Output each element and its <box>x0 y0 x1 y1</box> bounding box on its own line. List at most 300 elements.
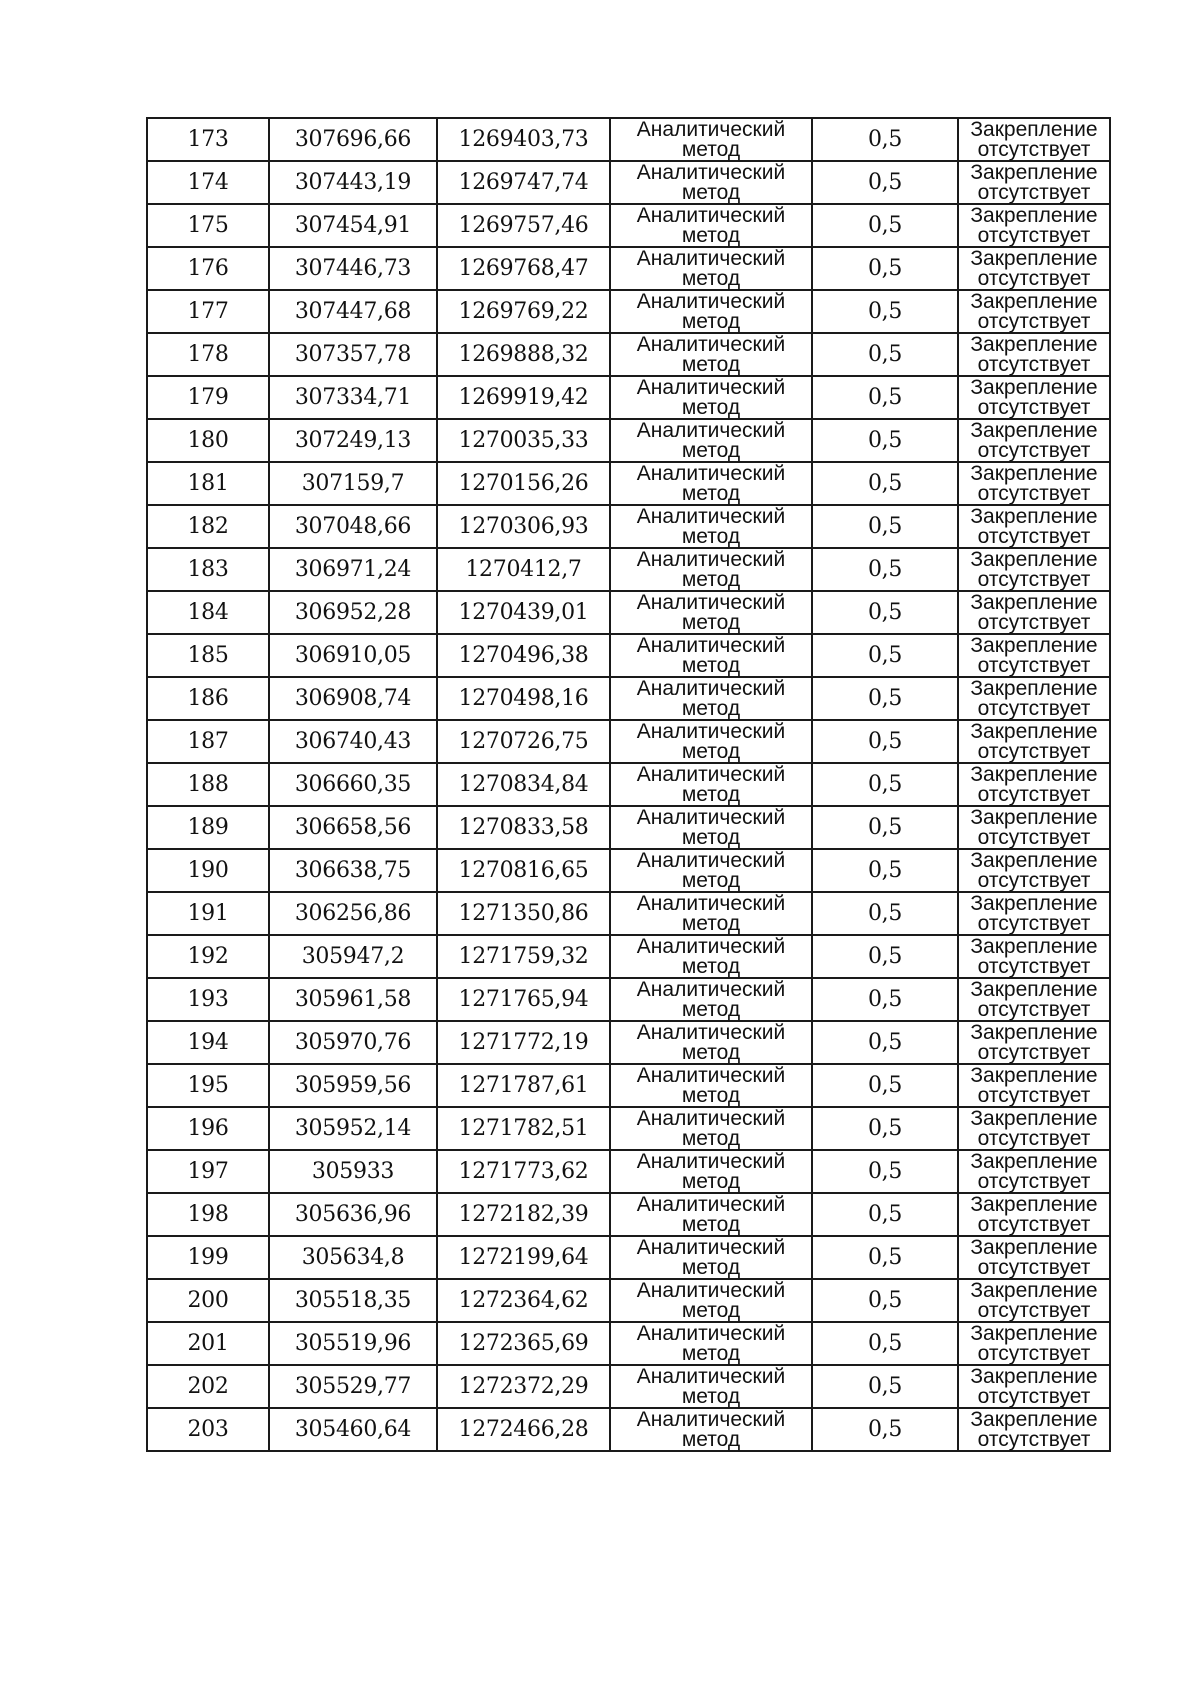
point-number-cell: 178 <box>147 333 269 376</box>
fixing-line-2: отсутствует <box>977 739 1091 763</box>
table-row <box>147 247 1110 290</box>
point-number-cell: 181 <box>147 462 269 505</box>
fixing-line-1: Закрепление <box>970 1063 1098 1087</box>
method-cell <box>610 849 812 892</box>
table-row <box>147 1365 1110 1408</box>
method-line-2: метод <box>681 911 741 935</box>
table-row <box>147 118 1110 161</box>
method-cell <box>610 677 812 720</box>
y-coordinate-cell: 1269403,73 <box>437 118 610 161</box>
point-number-cell: 189 <box>147 806 269 849</box>
point-number-cell: 176 <box>147 247 269 290</box>
point-number-cell: 180 <box>147 419 269 462</box>
point-number-cell: 191 <box>147 892 269 935</box>
method-line-2: метод <box>681 1341 741 1365</box>
fixing-cell <box>958 161 1110 204</box>
fixing-line-2: отсутствует <box>977 481 1091 505</box>
x-coordinate-cell: 306658,56 <box>269 806 437 849</box>
method-line-1: Аналитический <box>636 719 786 743</box>
fixing-cell <box>958 591 1110 634</box>
point-number-cell: 173 <box>147 118 269 161</box>
fixing-line-1: Закрепление <box>970 332 1098 356</box>
method-cell <box>610 505 812 548</box>
method-line-1: Аналитический <box>636 762 786 786</box>
table-row <box>147 849 1110 892</box>
fixing-line-1: Закрепление <box>970 1235 1098 1259</box>
method-line-1: Аналитический <box>636 246 786 270</box>
point-number-cell: 183 <box>147 548 269 591</box>
method-line-2: метод <box>681 1427 741 1451</box>
x-coordinate-cell: 307443,19 <box>269 161 437 204</box>
method-cell <box>610 1322 812 1365</box>
accuracy-cell: 0,5 <box>812 677 958 720</box>
table-row <box>147 634 1110 677</box>
accuracy-cell: 0,5 <box>812 1150 958 1193</box>
point-number-cell: 179 <box>147 376 269 419</box>
y-coordinate-cell: 1271350,86 <box>437 892 610 935</box>
point-number-cell: 203 <box>147 1408 269 1451</box>
point-number-cell: 202 <box>147 1365 269 1408</box>
table-row <box>147 1408 1110 1451</box>
method-line-1: Аналитический <box>636 1020 786 1044</box>
point-number-cell: 190 <box>147 849 269 892</box>
y-coordinate-cell: 1270412,7 <box>437 548 610 591</box>
method-line-1: Аналитический <box>636 461 786 485</box>
fixing-line-1: Закрепление <box>970 590 1098 614</box>
fixing-line-1: Закрепление <box>970 1106 1098 1130</box>
y-coordinate-cell: 1271772,19 <box>437 1021 610 1064</box>
x-coordinate-cell: 305460,64 <box>269 1408 437 1451</box>
method-cell <box>610 634 812 677</box>
table-row <box>147 763 1110 806</box>
table-row <box>147 419 1110 462</box>
fixing-cell <box>958 548 1110 591</box>
fixing-cell <box>958 204 1110 247</box>
x-coordinate-cell: 306910,05 <box>269 634 437 677</box>
method-line-1: Аналитический <box>636 160 786 184</box>
x-coordinate-cell: 307446,73 <box>269 247 437 290</box>
y-coordinate-cell: 1271787,61 <box>437 1064 610 1107</box>
method-cell <box>610 1408 812 1451</box>
fixing-line-1: Закрепление <box>970 1364 1098 1388</box>
method-line-1: Аналитический <box>636 934 786 958</box>
y-coordinate-cell: 1269757,46 <box>437 204 610 247</box>
y-coordinate-cell: 1270156,26 <box>437 462 610 505</box>
x-coordinate-cell: 307159,7 <box>269 462 437 505</box>
point-number-cell: 184 <box>147 591 269 634</box>
table-row <box>147 935 1110 978</box>
fixing-line-2: отсутствует <box>977 954 1091 978</box>
fixing-line-2: отсутствует <box>977 223 1091 247</box>
fixing-cell <box>958 505 1110 548</box>
method-line-2: метод <box>681 481 741 505</box>
method-cell <box>610 892 812 935</box>
fixing-line-2: отсутствует <box>977 997 1091 1021</box>
fixing-line-2: отсутствует <box>977 1040 1091 1064</box>
x-coordinate-cell: 305636,96 <box>269 1193 437 1236</box>
table-row <box>147 1021 1110 1064</box>
y-coordinate-cell: 1272466,28 <box>437 1408 610 1451</box>
x-coordinate-cell: 305952,14 <box>269 1107 437 1150</box>
method-line-2: метод <box>681 1126 741 1150</box>
method-line-1: Аналитический <box>636 332 786 356</box>
x-coordinate-cell: 305634,8 <box>269 1236 437 1279</box>
method-line-2: метод <box>681 696 741 720</box>
x-coordinate-cell: 305518,35 <box>269 1279 437 1322</box>
accuracy-cell: 0,5 <box>812 462 958 505</box>
fixing-line-2: отсутствует <box>977 1298 1091 1322</box>
method-line-1: Аналитический <box>636 1364 786 1388</box>
fixing-cell <box>958 1408 1110 1451</box>
method-cell <box>610 1064 812 1107</box>
x-coordinate-cell: 307447,68 <box>269 290 437 333</box>
method-line-2: метод <box>681 524 741 548</box>
fixing-line-1: Закрепление <box>970 1020 1098 1044</box>
fixing-cell <box>958 290 1110 333</box>
coordinates-table-body <box>147 118 1110 1451</box>
fixing-line-2: отсутствует <box>977 438 1091 462</box>
table-row <box>147 892 1110 935</box>
fixing-line-2: отсутствует <box>977 868 1091 892</box>
fixing-line-2: отсутствует <box>977 395 1091 419</box>
fixing-cell <box>958 634 1110 677</box>
accuracy-cell: 0,5 <box>812 1408 958 1451</box>
accuracy-cell: 0,5 <box>812 634 958 677</box>
method-line-1: Аналитический <box>636 117 786 141</box>
fixing-line-1: Закрепление <box>970 203 1098 227</box>
method-line-2: метод <box>681 610 741 634</box>
method-cell <box>610 978 812 1021</box>
fixing-line-2: отсутствует <box>977 1341 1091 1365</box>
x-coordinate-cell: 307334,71 <box>269 376 437 419</box>
table-row <box>147 1064 1110 1107</box>
x-coordinate-cell: 307357,78 <box>269 333 437 376</box>
x-coordinate-cell: 305970,76 <box>269 1021 437 1064</box>
x-coordinate-cell: 305947,2 <box>269 935 437 978</box>
fixing-line-1: Закрепление <box>970 676 1098 700</box>
fixing-line-2: отсутствует <box>977 1255 1091 1279</box>
fixing-line-1: Закрепление <box>970 117 1098 141</box>
table-row <box>147 978 1110 1021</box>
fixing-line-1: Закрепление <box>970 1278 1098 1302</box>
fixing-cell <box>958 1064 1110 1107</box>
accuracy-cell: 0,5 <box>812 548 958 591</box>
point-number-cell: 199 <box>147 1236 269 1279</box>
fixing-line-1: Закрепление <box>970 1149 1098 1173</box>
method-line-1: Аналитический <box>636 633 786 657</box>
point-number-cell: 182 <box>147 505 269 548</box>
method-line-2: метод <box>681 1040 741 1064</box>
fixing-cell <box>958 978 1110 1021</box>
table-row <box>147 161 1110 204</box>
fixing-line-2: отсутствует <box>977 653 1091 677</box>
accuracy-cell: 0,5 <box>812 204 958 247</box>
method-line-1: Аналитический <box>636 590 786 614</box>
accuracy-cell: 0,5 <box>812 978 958 1021</box>
table-row <box>147 591 1110 634</box>
fixing-cell <box>958 1107 1110 1150</box>
method-cell <box>610 247 812 290</box>
point-number-cell: 200 <box>147 1279 269 1322</box>
accuracy-cell: 0,5 <box>812 1021 958 1064</box>
method-line-2: метод <box>681 653 741 677</box>
method-line-1: Аналитический <box>636 1407 786 1431</box>
fixing-cell <box>958 1236 1110 1279</box>
method-line-2: метод <box>681 997 741 1021</box>
method-cell <box>610 462 812 505</box>
fixing-cell <box>958 1365 1110 1408</box>
point-number-cell: 198 <box>147 1193 269 1236</box>
fixing-cell <box>958 1193 1110 1236</box>
table-row <box>147 462 1110 505</box>
y-coordinate-cell: 1272372,29 <box>437 1365 610 1408</box>
method-line-1: Аналитический <box>636 504 786 528</box>
fixing-cell <box>958 806 1110 849</box>
method-line-2: метод <box>681 137 741 161</box>
accuracy-cell: 0,5 <box>812 1107 958 1150</box>
point-number-cell: 197 <box>147 1150 269 1193</box>
method-line-1: Аналитический <box>636 1321 786 1345</box>
x-coordinate-cell: 305961,58 <box>269 978 437 1021</box>
fixing-cell <box>958 763 1110 806</box>
y-coordinate-cell: 1272199,64 <box>437 1236 610 1279</box>
method-line-1: Аналитический <box>636 676 786 700</box>
accuracy-cell: 0,5 <box>812 935 958 978</box>
accuracy-cell: 0,5 <box>812 419 958 462</box>
fixing-line-2: отсутствует <box>977 825 1091 849</box>
method-line-1: Аналитический <box>636 848 786 872</box>
fixing-cell <box>958 677 1110 720</box>
method-line-1: Аналитический <box>636 1278 786 1302</box>
x-coordinate-cell: 306908,74 <box>269 677 437 720</box>
point-number-cell: 175 <box>147 204 269 247</box>
accuracy-cell: 0,5 <box>812 591 958 634</box>
fixing-line-2: отсутствует <box>977 1427 1091 1451</box>
point-number-cell: 193 <box>147 978 269 1021</box>
x-coordinate-cell: 306660,35 <box>269 763 437 806</box>
method-line-2: метод <box>681 180 741 204</box>
fixing-line-1: Закрепление <box>970 375 1098 399</box>
method-line-2: метод <box>681 567 741 591</box>
method-cell <box>610 720 812 763</box>
fixing-line-2: отсутствует <box>977 696 1091 720</box>
table-row <box>147 1193 1110 1236</box>
table-row <box>147 1107 1110 1150</box>
method-line-2: метод <box>681 1212 741 1236</box>
table-row <box>147 677 1110 720</box>
fixing-line-2: отсутствует <box>977 309 1091 333</box>
method-line-1: Аналитический <box>636 1235 786 1259</box>
x-coordinate-cell: 305519,96 <box>269 1322 437 1365</box>
method-cell <box>610 419 812 462</box>
y-coordinate-cell: 1270833,58 <box>437 806 610 849</box>
method-line-1: Аналитический <box>636 203 786 227</box>
table-row <box>147 1322 1110 1365</box>
point-number-cell: 195 <box>147 1064 269 1107</box>
fixing-line-2: отсутствует <box>977 782 1091 806</box>
x-coordinate-cell: 305529,77 <box>269 1365 437 1408</box>
accuracy-cell: 0,5 <box>812 849 958 892</box>
y-coordinate-cell: 1270816,65 <box>437 849 610 892</box>
x-coordinate-cell: 306952,28 <box>269 591 437 634</box>
method-line-2: метод <box>681 782 741 806</box>
y-coordinate-cell: 1269768,47 <box>437 247 610 290</box>
method-line-1: Аналитический <box>636 891 786 915</box>
fixing-line-2: отсутствует <box>977 1384 1091 1408</box>
method-line-2: метод <box>681 1255 741 1279</box>
method-cell <box>610 1021 812 1064</box>
y-coordinate-cell: 1271765,94 <box>437 978 610 1021</box>
accuracy-cell: 0,5 <box>812 247 958 290</box>
accuracy-cell: 0,5 <box>812 376 958 419</box>
table-row <box>147 720 1110 763</box>
y-coordinate-cell: 1270035,33 <box>437 419 610 462</box>
method-line-2: метод <box>681 223 741 247</box>
method-line-2: метод <box>681 825 741 849</box>
fixing-line-1: Закрепление <box>970 848 1098 872</box>
method-cell <box>610 333 812 376</box>
method-cell <box>610 548 812 591</box>
fixing-line-2: отсутствует <box>977 1212 1091 1236</box>
y-coordinate-cell: 1270306,93 <box>437 505 610 548</box>
method-line-2: метод <box>681 954 741 978</box>
fixing-line-2: отсутствует <box>977 1169 1091 1193</box>
fixing-line-2: отсутствует <box>977 137 1091 161</box>
method-line-2: метод <box>681 1298 741 1322</box>
method-cell <box>610 118 812 161</box>
y-coordinate-cell: 1269747,74 <box>437 161 610 204</box>
fixing-line-2: отсутствует <box>977 180 1091 204</box>
fixing-cell <box>958 849 1110 892</box>
y-coordinate-cell: 1270498,16 <box>437 677 610 720</box>
fixing-line-2: отсутствует <box>977 524 1091 548</box>
x-coordinate-cell: 307048,66 <box>269 505 437 548</box>
method-cell <box>610 1236 812 1279</box>
method-line-2: метод <box>681 868 741 892</box>
point-number-cell: 192 <box>147 935 269 978</box>
fixing-cell <box>958 376 1110 419</box>
accuracy-cell: 0,5 <box>812 1279 958 1322</box>
accuracy-cell: 0,5 <box>812 333 958 376</box>
fixing-line-1: Закрепление <box>970 160 1098 184</box>
point-number-cell: 185 <box>147 634 269 677</box>
table-row <box>147 204 1110 247</box>
fixing-line-1: Закрепление <box>970 934 1098 958</box>
y-coordinate-cell: 1270834,84 <box>437 763 610 806</box>
point-number-cell: 194 <box>147 1021 269 1064</box>
fixing-cell <box>958 935 1110 978</box>
fixing-line-1: Закрепление <box>970 977 1098 1001</box>
method-cell <box>610 763 812 806</box>
method-line-2: метод <box>681 1169 741 1193</box>
fixing-line-1: Закрепление <box>970 633 1098 657</box>
method-line-1: Аналитический <box>636 1192 786 1216</box>
y-coordinate-cell: 1270496,38 <box>437 634 610 677</box>
method-line-1: Аналитический <box>636 375 786 399</box>
accuracy-cell: 0,5 <box>812 1064 958 1107</box>
y-coordinate-cell: 1272365,69 <box>437 1322 610 1365</box>
y-coordinate-cell: 1270439,01 <box>437 591 610 634</box>
y-coordinate-cell: 1269769,22 <box>437 290 610 333</box>
x-coordinate-cell: 305933 <box>269 1150 437 1193</box>
table-row <box>147 1236 1110 1279</box>
accuracy-cell: 0,5 <box>812 161 958 204</box>
method-line-2: метод <box>681 352 741 376</box>
coordinates-table <box>146 117 1111 1452</box>
accuracy-cell: 0,5 <box>812 1322 958 1365</box>
method-cell <box>610 1365 812 1408</box>
y-coordinate-cell: 1272182,39 <box>437 1193 610 1236</box>
method-cell <box>610 1193 812 1236</box>
method-cell <box>610 1107 812 1150</box>
method-line-1: Аналитический <box>636 805 786 829</box>
fixing-cell <box>958 1279 1110 1322</box>
point-number-cell: 196 <box>147 1107 269 1150</box>
method-line-1: Аналитический <box>636 1106 786 1130</box>
table-row <box>147 290 1110 333</box>
fixing-line-2: отсутствует <box>977 1126 1091 1150</box>
method-line-2: метод <box>681 1384 741 1408</box>
table-row <box>147 1279 1110 1322</box>
accuracy-cell: 0,5 <box>812 806 958 849</box>
method-line-1: Аналитический <box>636 1149 786 1173</box>
method-cell <box>610 204 812 247</box>
x-coordinate-cell: 306256,86 <box>269 892 437 935</box>
fixing-line-2: отсутствует <box>977 911 1091 935</box>
fixing-cell <box>958 247 1110 290</box>
y-coordinate-cell: 1271773,62 <box>437 1150 610 1193</box>
fixing-cell <box>958 892 1110 935</box>
y-coordinate-cell: 1270726,75 <box>437 720 610 763</box>
accuracy-cell: 0,5 <box>812 1236 958 1279</box>
point-number-cell: 186 <box>147 677 269 720</box>
table-row <box>147 376 1110 419</box>
method-cell <box>610 591 812 634</box>
x-coordinate-cell: 306638,75 <box>269 849 437 892</box>
method-cell <box>610 806 812 849</box>
method-cell <box>610 1279 812 1322</box>
x-coordinate-cell: 305959,56 <box>269 1064 437 1107</box>
point-number-cell: 177 <box>147 290 269 333</box>
y-coordinate-cell: 1271782,51 <box>437 1107 610 1150</box>
table-row <box>147 1150 1110 1193</box>
method-line-1: Аналитический <box>636 1063 786 1087</box>
method-line-1: Аналитический <box>636 289 786 313</box>
method-cell <box>610 290 812 333</box>
accuracy-cell: 0,5 <box>812 1193 958 1236</box>
method-cell <box>610 935 812 978</box>
method-line-2: метод <box>681 438 741 462</box>
point-number-cell: 201 <box>147 1322 269 1365</box>
method-line-2: метод <box>681 1083 741 1107</box>
table-row <box>147 806 1110 849</box>
y-coordinate-cell: 1271759,32 <box>437 935 610 978</box>
fixing-line-1: Закрепление <box>970 1192 1098 1216</box>
fixing-cell <box>958 1021 1110 1064</box>
accuracy-cell: 0,5 <box>812 763 958 806</box>
method-line-2: метод <box>681 266 741 290</box>
fixing-cell <box>958 419 1110 462</box>
fixing-cell <box>958 333 1110 376</box>
x-coordinate-cell: 307696,66 <box>269 118 437 161</box>
method-line-1: Аналитический <box>636 418 786 442</box>
fixing-cell <box>958 462 1110 505</box>
fixing-line-1: Закрепление <box>970 805 1098 829</box>
x-coordinate-cell: 307454,91 <box>269 204 437 247</box>
fixing-cell <box>958 1322 1110 1365</box>
fixing-line-2: отсутствует <box>977 352 1091 376</box>
table-row <box>147 548 1110 591</box>
